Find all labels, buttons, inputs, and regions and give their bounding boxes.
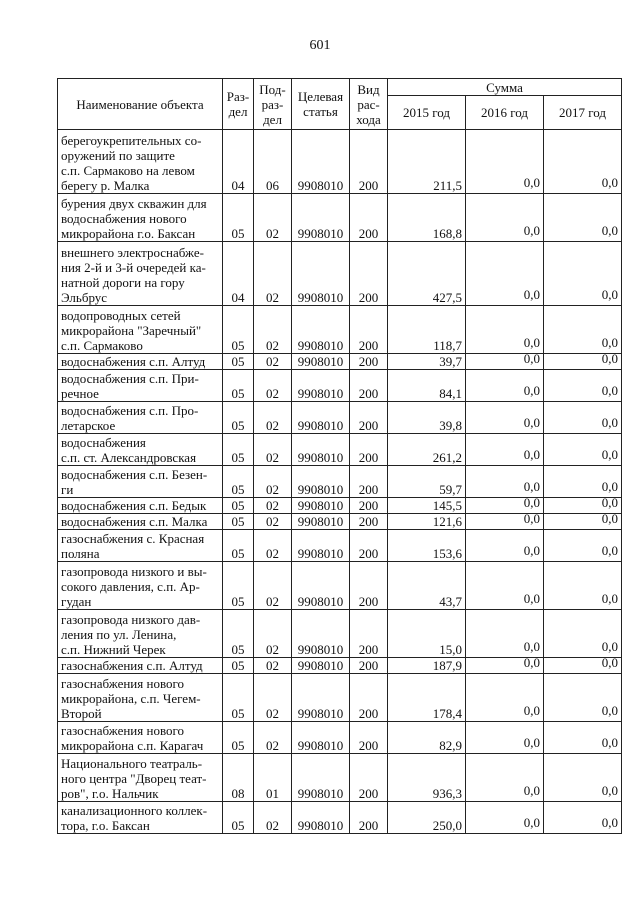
row-vid: 200: [350, 610, 388, 658]
row-2017-cell: [544, 434, 622, 466]
row-2016-cell: [466, 802, 544, 834]
row-name: внешнего электроснабже- ния 2-й и 3-й очередей ка- натной дороги на гору Эльбрус: [58, 242, 223, 306]
row-2016-cell: [466, 194, 544, 242]
row-podrazdel: 01: [254, 754, 292, 802]
table-row: [58, 514, 622, 530]
row-vid: 200: [350, 722, 388, 754]
row-statya: 9908010: [292, 562, 350, 610]
row-2017: 0,0: [601, 703, 619, 718]
row-name: газопровода низкого и вы- сокого давления, с.п. Ар- гудан: [58, 562, 223, 610]
row-statya: 9908010: [292, 754, 350, 802]
header-name: Наименование объекта: [58, 79, 223, 130]
row-2015: 59,7: [388, 466, 466, 498]
row-statya: 9908010: [292, 370, 350, 402]
row-2017: 0,0: [601, 543, 619, 558]
row-razdel: 04: [223, 242, 254, 306]
row-2015: 261,2: [388, 434, 466, 466]
row-vid: 200: [350, 370, 388, 402]
row-2017-cell: [544, 674, 622, 722]
row-name: газопровода низкого дав- ления по ул. Ленина, с.п. Нижний Черек: [58, 610, 223, 658]
header-summa: Сумма: [388, 79, 622, 96]
row-vid: 200: [350, 658, 388, 674]
table-row: [58, 562, 622, 610]
row-2016-cell: [466, 530, 544, 562]
table-row: [58, 754, 622, 802]
row-2016: 0,0: [523, 815, 540, 830]
row-name: газоснабжения с.п. Алтуд: [58, 658, 223, 674]
row-razdel: 05: [223, 466, 254, 498]
row-razdel: 05: [223, 530, 254, 562]
row-vid: 200: [350, 802, 388, 834]
row-2017-cell: [544, 242, 622, 306]
row-podrazdel: 06: [254, 130, 292, 194]
row-2016-cell: [466, 130, 544, 194]
row-podrazdel: 02: [254, 530, 292, 562]
row-2016: 0,0: [523, 543, 540, 558]
row-2017: 0,0: [601, 351, 619, 366]
row-statya: 9908010: [292, 194, 350, 242]
row-2016: 0,0: [523, 287, 540, 302]
row-2016-cell: [466, 722, 544, 754]
row-2016-cell: [466, 754, 544, 802]
row-2015: 15,0: [388, 610, 466, 658]
row-2015: 39,7: [388, 354, 466, 370]
row-podrazdel: 02: [254, 514, 292, 530]
row-statya: 9908010: [292, 354, 350, 370]
row-razdel: 05: [223, 402, 254, 434]
row-2015: 82,9: [388, 722, 466, 754]
row-2016: 0,0: [523, 735, 540, 750]
row-2015: 153,6: [388, 530, 466, 562]
row-vid: 200: [350, 530, 388, 562]
row-vid: 200: [350, 562, 388, 610]
row-razdel: 05: [223, 370, 254, 402]
header-2017: 2017 год: [544, 96, 622, 130]
row-podrazdel: 02: [254, 674, 292, 722]
row-name: бурения двух скважин для водоснабжения нового микрорайона г.о. Баксан: [58, 194, 223, 242]
row-2016: 0,0: [523, 479, 540, 494]
row-name: газоснабжения нового микрорайона, с.п. Чегем- Второй: [58, 674, 223, 722]
budget-table: [57, 78, 622, 834]
row-2015: 178,4: [388, 674, 466, 722]
row-statya: 9908010: [292, 514, 350, 530]
row-vid: 200: [350, 514, 388, 530]
row-statya: 9908010: [292, 242, 350, 306]
row-2017-cell: [544, 802, 622, 834]
row-statya: 9908010: [292, 674, 350, 722]
row-statya: 9908010: [292, 402, 350, 434]
row-2016-cell: [466, 306, 544, 354]
row-name: водоснабжения с.п. Бедык: [58, 498, 223, 514]
row-vid: 200: [350, 402, 388, 434]
row-2016: 0,0: [523, 639, 540, 654]
row-2015: 145,5: [388, 498, 466, 514]
table-row: [58, 802, 622, 834]
row-razdel: 05: [223, 194, 254, 242]
row-2016-cell: [466, 466, 544, 498]
row-name: газоснабжения нового микрорайона с.п. Карагач: [58, 722, 223, 754]
row-2016-cell: [466, 402, 544, 434]
row-podrazdel: 02: [254, 402, 292, 434]
row-podrazdel: 02: [254, 354, 292, 370]
row-2017-cell: [544, 610, 622, 658]
row-podrazdel: 02: [254, 434, 292, 466]
table-row: [58, 434, 622, 466]
row-2017-cell: [544, 466, 622, 498]
row-2017: 0,0: [601, 655, 619, 670]
row-2016-cell: [466, 655, 544, 674]
row-vid: 200: [350, 754, 388, 802]
row-2015: 39,8: [388, 402, 466, 434]
header-vid: Вид рас- хода: [350, 79, 388, 130]
row-2017-cell: [544, 530, 622, 562]
row-name: водоснабжения с.п. Малка: [58, 514, 223, 530]
row-2016: 0,0: [523, 495, 540, 510]
table-row: [58, 674, 622, 722]
row-vid: 200: [350, 130, 388, 194]
row-razdel: 05: [223, 434, 254, 466]
row-podrazdel: 02: [254, 466, 292, 498]
row-2016-cell: [466, 674, 544, 722]
row-statya: 9908010: [292, 658, 350, 674]
row-name: Национального театраль- ного центра "Дворец теат- ров", г.о. Нальчик: [58, 754, 223, 802]
table-row: [58, 130, 622, 194]
row-podrazdel: 02: [254, 610, 292, 658]
row-2016-cell: [466, 511, 544, 530]
table-row: [58, 402, 622, 434]
row-vid: 200: [350, 242, 388, 306]
row-2017-cell: [544, 194, 622, 242]
row-razdel: 05: [223, 674, 254, 722]
row-2015: 427,5: [388, 242, 466, 306]
row-razdel: 05: [223, 354, 254, 370]
row-vid: 200: [350, 466, 388, 498]
table-row: [58, 530, 622, 562]
row-statya: 9908010: [292, 802, 350, 834]
row-vid: 200: [350, 306, 388, 354]
row-2016-cell: [466, 562, 544, 610]
row-2016: 0,0: [523, 335, 540, 350]
row-2015: 187,9: [388, 658, 466, 674]
row-2017: 0,0: [601, 591, 619, 606]
row-2017: 0,0: [601, 335, 619, 350]
row-razdel: 04: [223, 130, 254, 194]
row-2016: 0,0: [523, 655, 540, 670]
row-2016-cell: [466, 370, 544, 402]
row-2017: 0,0: [601, 287, 619, 302]
row-2017: 0,0: [601, 815, 619, 830]
table-row: [58, 610, 622, 658]
row-razdel: 05: [223, 562, 254, 610]
table-row: [58, 242, 622, 306]
row-razdel: 05: [223, 802, 254, 834]
row-2017-cell: [544, 722, 622, 754]
row-razdel: 05: [223, 514, 254, 530]
table-row: [58, 466, 622, 498]
row-statya: 9908010: [292, 306, 350, 354]
row-vid: 200: [350, 194, 388, 242]
row-2017-cell: [544, 754, 622, 802]
row-statya: 9908010: [292, 130, 350, 194]
row-2015: 43,7: [388, 562, 466, 610]
row-2017-cell: [544, 130, 622, 194]
row-2017: 0,0: [601, 735, 619, 750]
row-name: водоснабжения с.п. При- речное: [58, 370, 223, 402]
row-2015: 936,3: [388, 754, 466, 802]
table-row: [58, 306, 622, 354]
row-podrazdel: 02: [254, 242, 292, 306]
row-2017-cell: [544, 562, 622, 610]
row-2017: 0,0: [601, 175, 619, 190]
row-2017: 0,0: [601, 511, 619, 526]
row-2017: 0,0: [601, 783, 619, 798]
row-2016: 0,0: [523, 383, 540, 398]
table-row: [58, 722, 622, 754]
row-2017: 0,0: [601, 415, 619, 430]
row-2015: 211,5: [388, 130, 466, 194]
row-name: берегоукрепительных со- оружений по защите с.п. Сармаково на левом берегу р. Малка: [58, 130, 223, 194]
row-podrazdel: 02: [254, 722, 292, 754]
header-statya: Целевая статья: [292, 79, 350, 130]
row-2017-cell: [544, 306, 622, 354]
page-number: 601: [309, 38, 331, 53]
row-statya: 9908010: [292, 434, 350, 466]
row-razdel: 05: [223, 722, 254, 754]
header-2016: 2016 год: [466, 96, 544, 130]
row-name: водопроводных сетей микрорайона "Заречный" с.п. Сармаково: [58, 306, 223, 354]
row-podrazdel: 02: [254, 658, 292, 674]
row-2017-cell: [544, 351, 622, 370]
row-vid: 200: [350, 674, 388, 722]
header-razdel: Раз- дел: [223, 79, 254, 130]
row-statya: 9908010: [292, 722, 350, 754]
row-2016: 0,0: [523, 783, 540, 798]
row-razdel: 05: [223, 610, 254, 658]
table-row: [58, 354, 622, 370]
row-podrazdel: 02: [254, 562, 292, 610]
row-2017-cell: [544, 402, 622, 434]
row-razdel: 05: [223, 498, 254, 514]
row-statya: 9908010: [292, 610, 350, 658]
table-row: [58, 370, 622, 402]
row-2016: 0,0: [523, 511, 540, 526]
row-2016: 0,0: [523, 415, 540, 430]
row-2016-cell: [466, 610, 544, 658]
row-podrazdel: 02: [254, 370, 292, 402]
row-podrazdel: 02: [254, 802, 292, 834]
row-statya: 9908010: [292, 466, 350, 498]
row-2017: 0,0: [601, 495, 619, 510]
table-row: [58, 194, 622, 242]
row-statya: 9908010: [292, 530, 350, 562]
row-2015: 121,6: [388, 514, 466, 530]
row-2017: 0,0: [601, 447, 619, 462]
row-2017-cell: [544, 655, 622, 674]
header-podrazdel: Под- раз- дел: [254, 79, 292, 130]
header-2015: 2015 год: [388, 96, 466, 130]
row-vid: 200: [350, 498, 388, 514]
row-2017: 0,0: [601, 639, 619, 654]
row-name: водоснабжения с.п. Про- летарское: [58, 402, 223, 434]
row-2016: 0,0: [523, 223, 540, 238]
row-vid: 200: [350, 434, 388, 466]
row-name: газоснабжения с. Красная поляна: [58, 530, 223, 562]
row-2015: 168,8: [388, 194, 466, 242]
row-name: водоснабжения с.п. Безен- ги: [58, 466, 223, 498]
row-2016: 0,0: [523, 703, 540, 718]
row-podrazdel: 02: [254, 306, 292, 354]
row-2016: 0,0: [523, 175, 540, 190]
row-podrazdel: 02: [254, 498, 292, 514]
table-body: [58, 130, 622, 834]
row-2016-cell: [466, 351, 544, 370]
row-razdel: 05: [223, 658, 254, 674]
row-2017: 0,0: [601, 223, 619, 238]
row-name: канализационного коллек- тора, г.о. Баксан: [58, 802, 223, 834]
row-vid: 200: [350, 354, 388, 370]
row-podrazdel: 02: [254, 194, 292, 242]
row-2015: 118,7: [388, 306, 466, 354]
row-2016: 0,0: [523, 351, 540, 366]
row-2017-cell: [544, 370, 622, 402]
row-name: водоснабжения с.п. Алтуд: [58, 354, 223, 370]
row-2016: 0,0: [523, 591, 540, 606]
row-2016: 0,0: [523, 447, 540, 462]
row-2016-cell: [466, 242, 544, 306]
row-2017: 0,0: [601, 479, 619, 494]
row-statya: 9908010: [292, 498, 350, 514]
row-2016-cell: [466, 434, 544, 466]
row-2017: 0,0: [601, 383, 619, 398]
row-2015: 84,1: [388, 370, 466, 402]
row-razdel: 08: [223, 754, 254, 802]
table-row: [58, 658, 622, 674]
row-name: водоснабжения с.п. ст. Александровская: [58, 434, 223, 466]
row-2015: 250,0: [388, 802, 466, 834]
row-razdel: 05: [223, 306, 254, 354]
row-2017-cell: [544, 511, 622, 530]
